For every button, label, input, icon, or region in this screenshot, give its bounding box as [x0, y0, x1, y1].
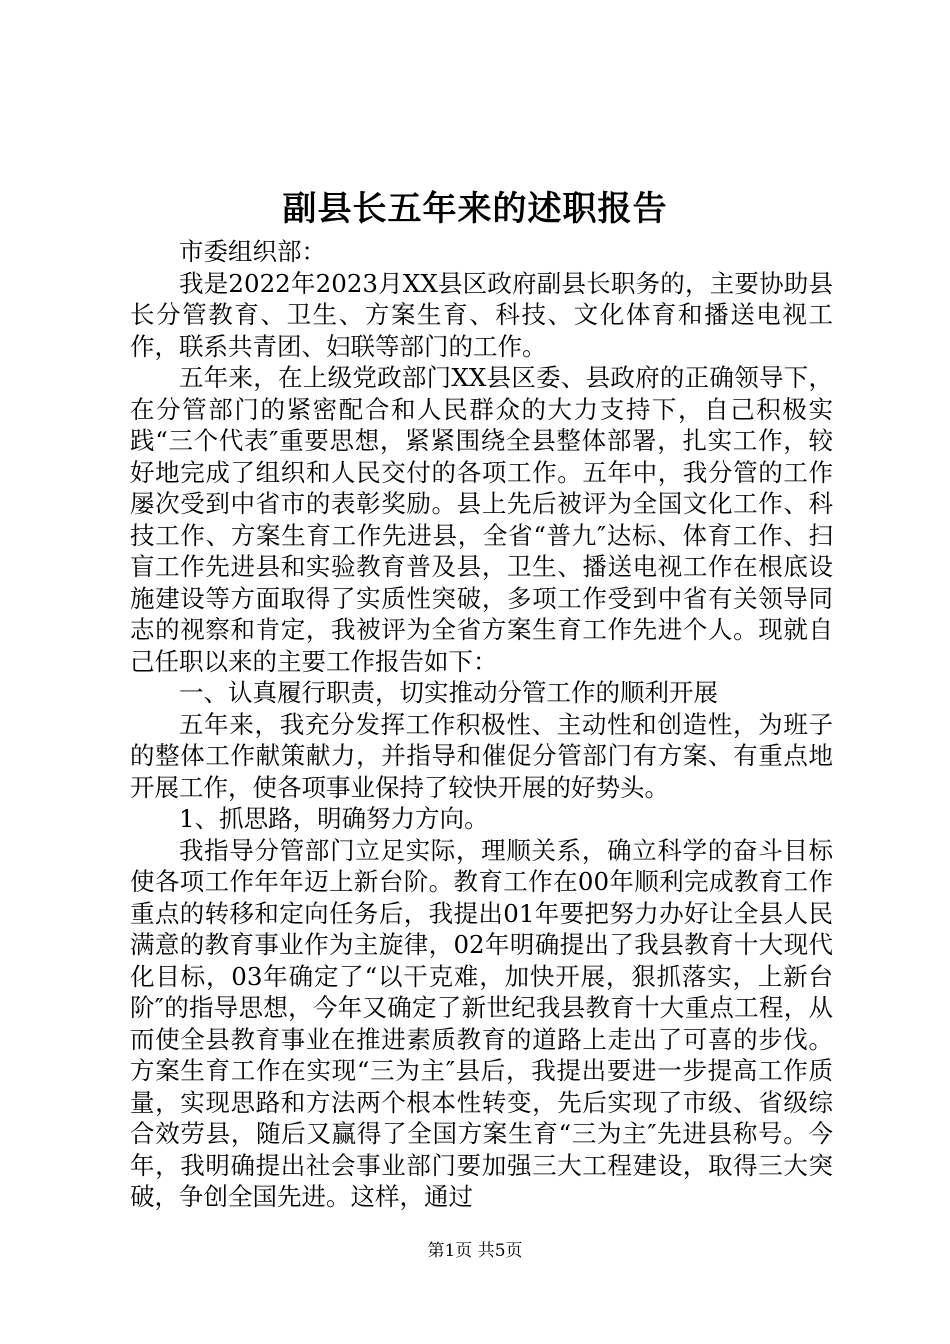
body-paragraph: 五年来，在上级党政部门XX县区委、县政府的正确领导下，在分管部门的紧密配合和人民群众的大力支持下，自己积极实践“三个代表″重要思想，紧紧围绕全县整体部署，扎实工作，较好地完成了组织和人民交付的各项工作。五年中，我分管的工作屡次受到中省市的表彰奖励。县上先后被评为全国文化工作、科技工作、方案生育工作先进县，全省“普九″达标、体育工作、扫盲工作先进县和实验教育普及县，卫生、播送电视工作在根底设施建设等方面取得了实质性突破，多项工作受到中省有关领导同志的视察和肯定，我被评为全省方案生育工作先进个人。现就自己任职以来的主要工作报告如下： [130, 363, 833, 676]
salutation-paragraph: 市委组织部： [179, 237, 326, 266]
document-body [130, 236, 833, 1213]
body-paragraph: 我是2022年2023月XX县区政府副县长职务的，主要协助县长分管教育、卫生、方案生育、科技、文化体育和播送电视工作，联系共青团、妇联等部门的工作。 [130, 268, 833, 361]
document-title: 副县长五年来的述职报告 [282, 189, 668, 229]
body-paragraph: 我指导分管部门立足实际，理顺关系，确立科学的奋斗目标使各项工作年年迈上新台阶。教育工作在00年顺利完成教育工作重点的转移和定向任务后，我提出01年要把努力办好让全县人民满意的教育事业作为主旋律，02年明确提出了我县教育十大现代化目标，03年确定了“以干克难，加快开展，狠抓落实，上新台阶″的指导思想，今年又确定了新世纪我县教育十大重点工程，从而使全县教育事业在推进素质教育的道路上走出了可喜的步伐。方案生育工作在实现“三为主″县后，我提出要进一步提高工作质量，实现思路和方法两个根本性转变，先后实现了市级、省级综合效劳县，随后又赢得了全国方案生育“三为主″先进县称号。今年，我明确提出社会事业部门要加强三大工程建设，取得三大突破，争创全国先进。这样，通过 [130, 835, 833, 1211]
page-footer: 第1页 共5页 [427, 1241, 523, 1261]
section-heading: 一、认真履行职责，切实推动分管工作的顺利开展 [179, 678, 718, 707]
subsection-heading: 1、抓思路，明确努力方向。 [179, 804, 489, 833]
body-paragraph: 五年来，我充分发挥工作积极性、主动性和创造性，为班子的整体工作献策献力，并指导和催促分管部门有方案、有重点地开展工作，使各项事业保持了较快开展的好势头。 [130, 709, 833, 802]
